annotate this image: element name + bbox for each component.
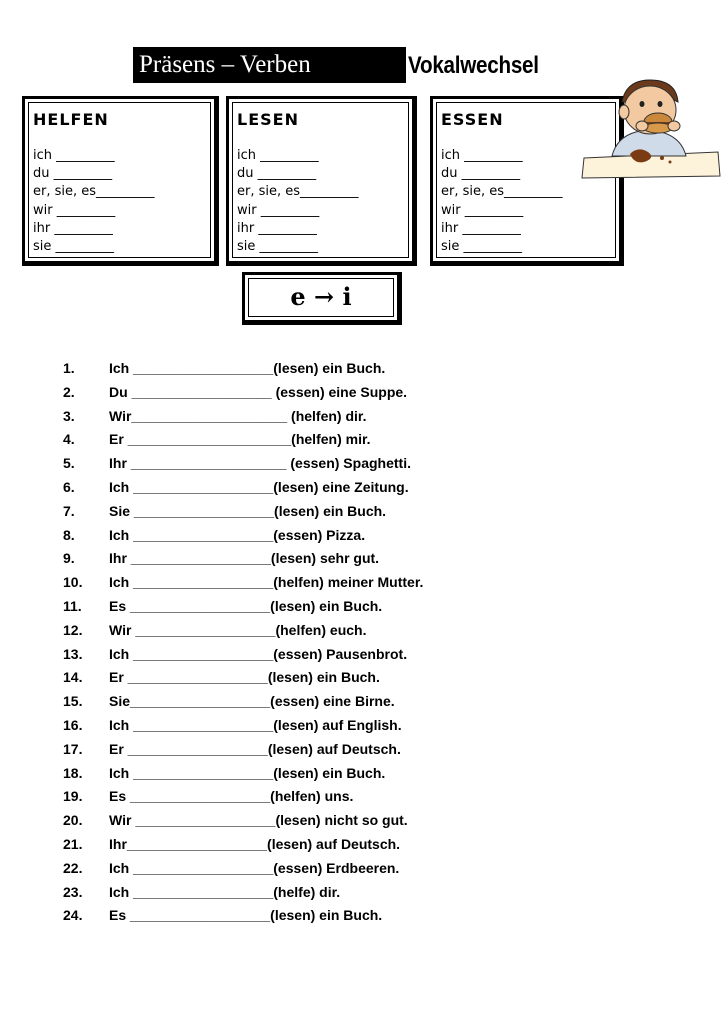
vowel-change-rule: e → i [248,278,394,317]
conjugation-line: ihr _________ [441,220,521,236]
exercise-sentence: Er _____________________(helfen) mir. [109,431,371,448]
exercise-number: 4. [63,431,75,448]
exercise-number: 24. [63,907,83,924]
exercise-sentence: Es __________________(lesen) ein Buch. [109,597,383,614]
exercise-number: 2. [63,383,75,400]
verb-box-title: LESEN [237,110,299,129]
exercise-sentence: Sie __________________(lesen) ein Buch. [109,502,387,519]
verb-box-helfen [22,96,219,266]
exercise-sentence: Ich __________________(lesen) ein Buch. [109,360,386,376]
exercise-number: 12. [63,621,83,638]
exercise-number: 23. [63,883,83,900]
conjugation-line: ich _________ [237,148,319,163]
exercise-sentence: Ihr ____________________ (essen) Spaghetti. [109,455,411,472]
exercise-number: 1. [63,360,75,376]
exercise-sentence: Ich __________________(helfe) dir. [109,883,341,900]
exercise-sentence: Es __________________(helfen) uns. [109,788,354,805]
conjugation-line: sie _________ [33,239,115,255]
exercise-number: 8. [63,526,75,543]
exercise-number: 22. [63,859,83,876]
conjugation-line: sie _________ [441,239,523,255]
conjugation-line: ich _________ [33,148,115,163]
exercise-number: 18. [63,764,83,781]
exercise-sentence: Sie__________________(essen) eine Birne. [109,693,395,710]
exercise-number: 15. [63,693,83,710]
conjugation-line: wir _________ [237,202,320,218]
conjugation-line: sie _________ [237,239,319,255]
verb-box-title: ESSEN [441,110,504,129]
conjugation-line: du _________ [237,166,317,182]
conjugation-line: er, sie, es_________ [441,184,563,200]
conjugation-line: du _________ [33,166,113,182]
conjugation-line: du _________ [441,166,521,182]
exercise-number: 20. [63,812,83,829]
exercise-number: 3. [63,407,75,424]
exercise-number: 16. [63,716,83,733]
exercise-sentence: Ich __________________(lesen) eine Zeitung. [109,478,409,495]
exercise-sentence: Ihr __________________(lesen) sehr gut. [109,550,380,567]
exercise-number: 21. [63,835,83,852]
exercise-number: 9. [63,550,75,567]
exercise-sentence: Er __________________(lesen) ein Buch. [109,669,380,686]
exercise-number: 5. [63,455,75,472]
conjugation-line: ihr _________ [237,220,317,236]
exercise-sentence: Ich __________________(helfen) meiner Mutter. [109,574,424,591]
exercise-sentence: Wir __________________(helfen) euch. [109,621,367,638]
exercise-number: 6. [63,478,75,495]
exercise-sentence: Ich __________________(essen) Pausenbrot. [109,645,408,662]
conjugation-line: wir _________ [33,202,116,218]
exercise-sentence: Ich __________________(lesen) auf English. [109,716,402,733]
exercise-sentence: Ihr__________________(lesen) auf Deutsch. [109,835,401,852]
exercise-sentence: Du __________________ (essen) eine Suppe. [109,383,408,400]
conjugation-line: ich _________ [441,148,523,163]
page-subtitle: Vokalwechsel [408,52,539,79]
exercise-number: 14. [63,669,83,686]
exercise-number: 11. [63,597,82,614]
conjugation-line: er, sie, es_________ [33,184,155,200]
exercise-number: 19. [63,788,83,805]
exercise-number: 17. [63,740,83,757]
exercise-sentence: Wir __________________(lesen) nicht so gut. [109,812,408,829]
page-title: Präsens – Verben [133,47,406,83]
conjugation-line: ihr _________ [33,220,113,236]
exercise-number: 10. [63,574,83,591]
exercise-sentence: Er __________________(lesen) auf Deutsch. [109,740,401,757]
exercise-sentence: Ich __________________(lesen) ein Buch. [109,764,386,781]
exercise-sentence: Ich __________________(essen) Erdbeeren. [109,859,400,876]
exercise-sentence: Ich __________________(essen) Pizza. [109,526,366,543]
conjugation-line: er, sie, es_________ [237,184,359,200]
verb-box-title: HELFEN [33,110,109,129]
exercise-sentence: Wir____________________ (helfen) dir. [109,407,367,424]
exercise-sentence: Es __________________(lesen) ein Buch. [109,907,383,924]
exercise-number: 13. [63,645,83,662]
boy-eating-burger-icon [578,72,724,184]
verb-box-lesen [226,96,417,266]
exercise-number: 7. [63,502,75,519]
conjugation-line: wir _________ [441,202,524,218]
vowel-change-rule-box [242,272,402,325]
